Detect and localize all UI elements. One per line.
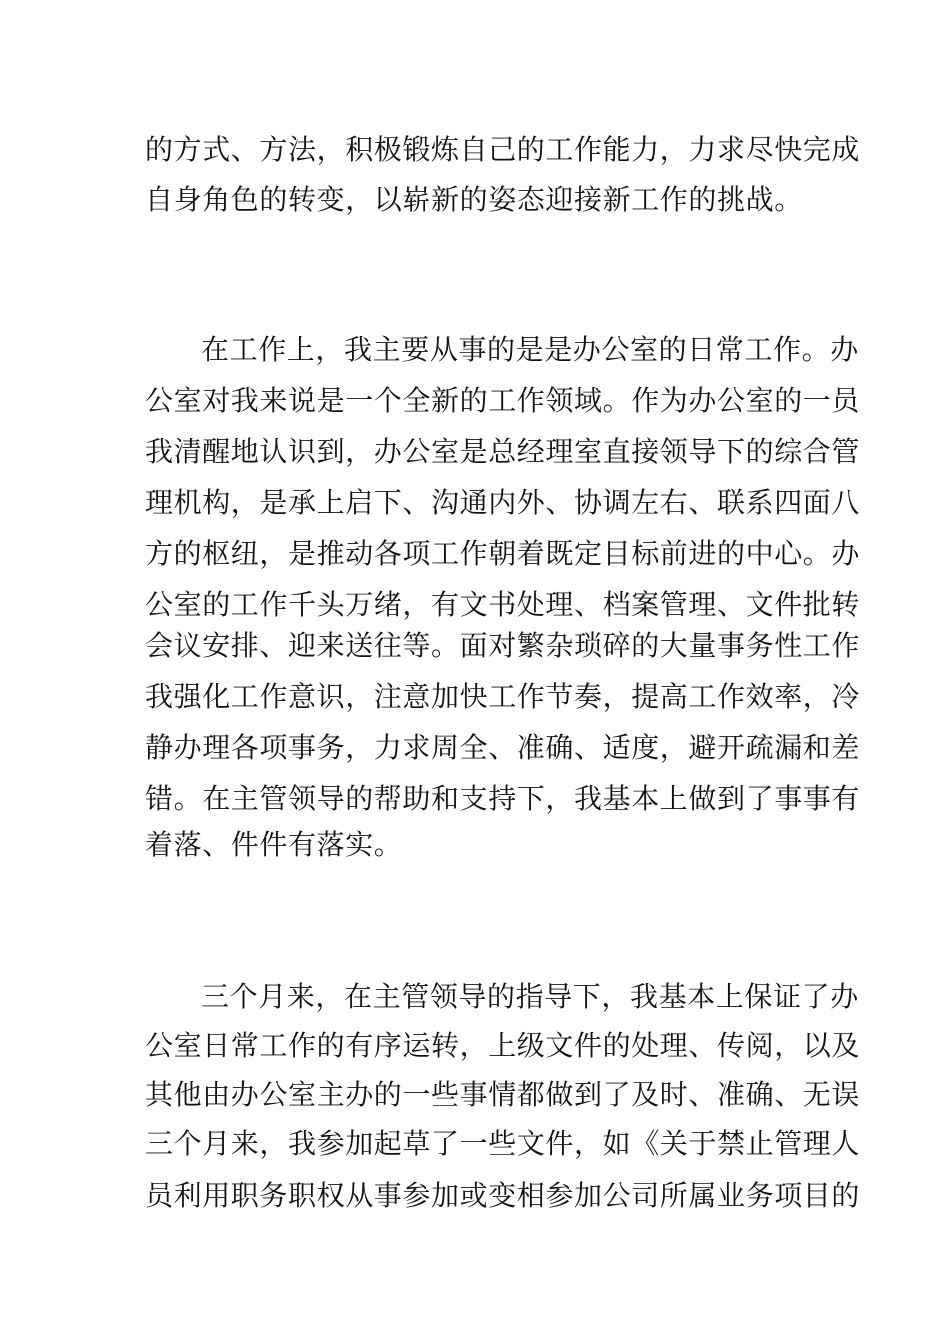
- paragraph-2-line-9: 静办理各项事务，力求周全、准确、适度，避开疏漏和差: [145, 731, 861, 764]
- paragraph-1-line-2: 自身角色的转变，以崭新的姿态迎接新工作的挑战。: [145, 183, 803, 216]
- paragraph-2-line-11: 着落、件件有落实。: [145, 828, 403, 861]
- paragraph-3-line-5: 员利用职务职权从事参加或变相参加公司所属业务项目的: [145, 1179, 861, 1212]
- paragraph-2-line-2: 公室对我来说是一个全新的工作领域。作为办公室的一员: [145, 384, 861, 417]
- paragraph-2-line-10: 错。在主管领导的帮助和支持下，我基本上做到了事事有: [145, 782, 861, 815]
- paragraph-2-line-6: 公室的工作千头万绪，有文书处理、档案管理、文件批转: [145, 588, 861, 621]
- paragraph-3-line-2: 公室日常工作的有序运转，上级文件的处理、传阅，以及: [145, 1029, 861, 1062]
- paragraph-3-line-1: 三个月来，在主管领导的指导下，我基本上保证了办: [201, 980, 859, 1013]
- paragraph-2-line-1: 在工作上，我主要从事的是是办公室的日常工作。办: [201, 333, 859, 366]
- paragraph-3-line-3: 其他由办公室主办的一些事情都做到了及时、准确、无误: [145, 1078, 861, 1111]
- paragraph-3-line-4: 三个月来，我参加起草了一些文件，如《关于禁止管理人: [145, 1127, 861, 1160]
- paragraph-2-line-4: 理机构，是承上启下、沟通内外、协调左右、联系四面八: [145, 486, 861, 519]
- paragraph-2-line-3: 我清醒地认识到，办公室是总经理室直接领导下的综合管: [145, 435, 861, 468]
- paragraph-2-line-8: 我强化工作意识，注意加快工作节奏，提高工作效率，冷: [145, 680, 861, 713]
- paragraph-2-line-7: 会议安排、迎来送往等。面对繁杂琐碎的大量事务性工作: [145, 629, 861, 662]
- paragraph-1-line-1: 的方式、方法，积极锻炼自己的工作能力，力求尽快完成: [145, 133, 861, 166]
- paragraph-2-line-5: 方的枢纽，是推动各项工作朝着既定目标前进的中心。办: [145, 537, 861, 570]
